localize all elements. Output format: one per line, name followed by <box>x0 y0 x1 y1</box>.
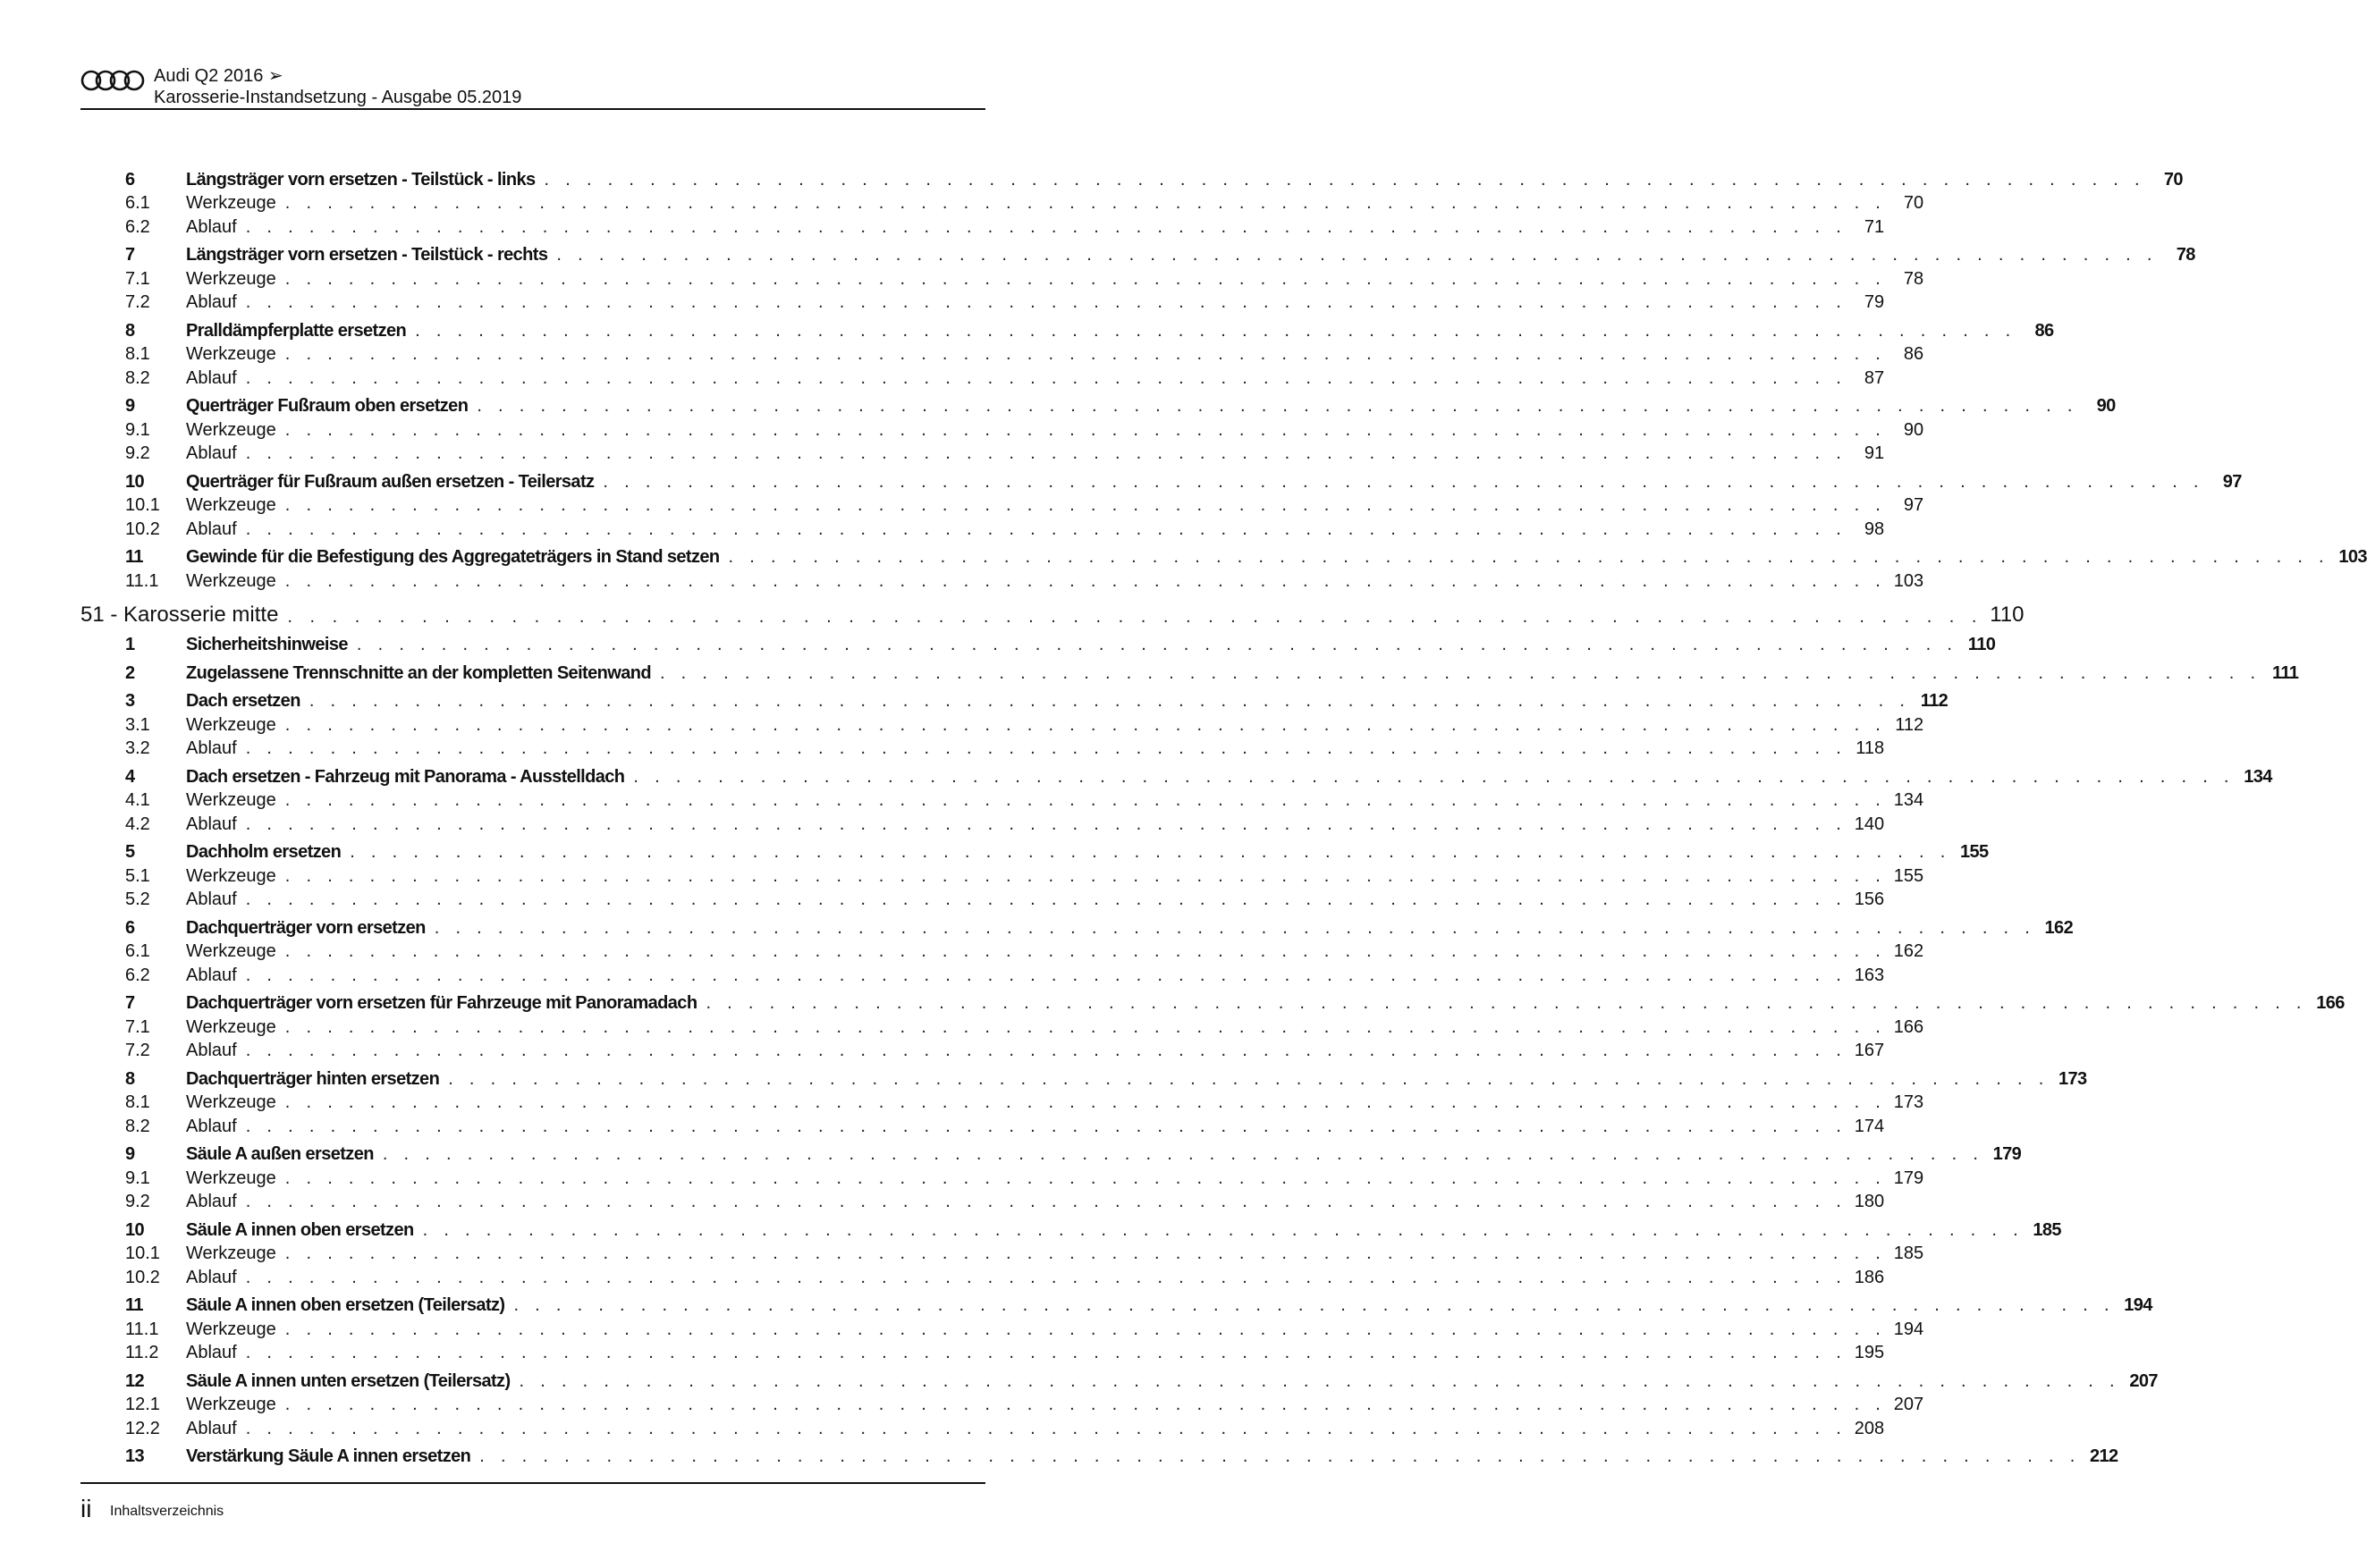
toc-number: 4 <box>125 766 135 787</box>
dot-leader: . . . . . . . . . . . . . . . . . . . . . . . . . . . . . . . . . . . . . . . . . . . . . . . . . . . . . . . . . . . . . . . . . . . . . . . . . . . . <box>477 396 2078 416</box>
toc-entry[interactable] <box>80 162 2183 190</box>
toc-page: 212 <box>2090 1446 2118 1466</box>
toc-entry[interactable] <box>80 1113 1885 1137</box>
toc-entry[interactable] <box>80 736 1885 760</box>
toc-number: 11.2 <box>125 1343 159 1362</box>
footer-page-number: ii <box>80 1495 92 1522</box>
dot-leader: . . . . . . . . . . . . . . . . . . . . . . . . . . . . . . . . . . . . . . . . . . . . . . . . . . . . . . . . . . . . . . . . . . . . . . . . . . . . <box>513 1295 2115 1315</box>
toc-title: Dachholm ersetzen <box>186 842 342 862</box>
toc-page: 71 <box>1864 216 1885 237</box>
toc-number: 9.2 <box>125 443 150 463</box>
toc-entry[interactable] <box>80 684 1949 712</box>
toc-number: 4.2 <box>125 814 150 834</box>
toc-page: 103 <box>2338 547 2367 567</box>
toc-page: 185 <box>2033 1219 2061 1240</box>
toc-entry[interactable] <box>80 341 1924 366</box>
toc-number: 8 <box>125 1068 135 1089</box>
toc-title: Werkzeuge <box>186 419 276 440</box>
dot-leader: . . . . . . . . . . . . . . . . . . . . . . . . . . . . . . . . . . . . . . . . . . . . . . . . . . . . . . . . . . . . . . . . . . . . . . . . . . . . <box>245 1192 1847 1211</box>
toc-number: 8.2 <box>125 1116 150 1136</box>
toc-entry[interactable] <box>80 238 2195 266</box>
toc-entry[interactable] <box>80 266 1924 290</box>
toc-page: 167 <box>1854 1041 1885 1060</box>
dot-leader: . . . . . . . . . . . . . . . . . . . . . . . . . . . . . . . . . . . . . . . . . . . . . . . . . . . . . . . . . . . . . . . . . . . . . . . . . . . . <box>284 714 1887 735</box>
toc-page: 186 <box>1854 1267 1885 1287</box>
header-rule <box>80 108 985 110</box>
toc-entry[interactable] <box>80 1264 1885 1288</box>
toc-number: 11.1 <box>125 1319 159 1339</box>
dot-leader: . . . . . . . . . . . . . . . . . . . . . . . . . . . . . . . . . . . . . . . . . . . . . . . . . . . . . . . . . . . . . . . . . . . . . . . . . . . . <box>448 1068 2050 1089</box>
dot-leader: . . . . . . . . . . . . . . . . . . . . . . . . . . . . . . . . . . . . . . . . . . . . . . . . . . . . . . . . . . . . . . . . . . . . . . . . . . . . <box>603 471 2204 492</box>
toc-page: 194 <box>2124 1295 2152 1315</box>
toc-title: Ablauf <box>186 518 237 539</box>
toc-title: Werkzeuge <box>186 1092 276 1112</box>
toc-number: 6 <box>125 169 135 190</box>
toc-title: Längsträger vorn ersetzen - Teilstück - rechts <box>186 245 548 265</box>
toc-title: Zugelassene Trennschnitte an der kompletten Seitenwand <box>186 662 651 683</box>
toc-page: 207 <box>2129 1370 2158 1391</box>
audi-rings-logo <box>80 70 145 91</box>
toc-page: 179 <box>1893 1168 1924 1188</box>
toc-number: 4.1 <box>125 790 150 810</box>
toc-entry[interactable] <box>80 290 1885 314</box>
toc-entry[interactable] <box>80 962 1885 986</box>
dot-leader: . . . . . . . . . . . . . . . . . . . . . . . . . . . . . . . . . . . . . . . . . . . . . . . . . . . . . . . . . . . . . . . . . . . . . . . . . . . . <box>284 193 1887 213</box>
toc-title: Querträger für Fußraum außen ersetzen - Teilersatz <box>186 471 595 492</box>
table-of-contents <box>80 162 2367 1467</box>
toc-number: 3 <box>125 691 135 711</box>
toc-page: 97 <box>2222 471 2242 492</box>
toc-number: 12 <box>125 1370 145 1391</box>
toc-title: Dachquerträger vorn ersetzen <box>186 917 426 938</box>
toc-page: 70 <box>2163 169 2183 190</box>
dot-leader: . . . . . . . . . . . . . . . . . . . . . . . . . . . . . . . . . . . . . . . . . . . . . . . . . . . . . . . . . . . . . . . . . . . . . . . . . . . . <box>356 635 1958 654</box>
toc-number: 5.2 <box>125 889 150 909</box>
toc-entry[interactable] <box>80 1061 2087 1090</box>
header-subtitle: Karosserie-Instandsetzung - Ausgabe 05.2019 <box>154 88 522 107</box>
toc-title: Ablauf <box>186 292 237 312</box>
toc-entry[interactable] <box>80 1137 2022 1166</box>
toc-title: Ablauf <box>186 1418 237 1438</box>
toc-title: Werkzeuge <box>186 268 276 289</box>
toc-page: 166 <box>2316 993 2345 1013</box>
dot-leader: . . . . . . . . . . . . . . . . . . . . . . . . . . . . . . . . . . . . . . . . . . . . . . . . . . . . . . . . . . . . . . . . . . . . . . . . . . . . <box>245 216 1847 237</box>
dot-leader: . . . . . . . . . . . . . . . . . . . . . . . . . . . . . . . . . . . . . . . . . . . . . . . . . . . . . . . . . . . . . . . . . . . . . . . . . . . . <box>728 547 2329 567</box>
toc-entry[interactable] <box>80 568 1924 592</box>
dot-leader: . . . . . . . . . . . . . . . . . . . . . . . . . . . . . . . . . . . . . . . . . . . . . . . . . . . . . . . . . . . . . . . . . . . . . . . . . . . . <box>350 842 1951 862</box>
toc-entry[interactable] <box>80 939 1924 963</box>
toc-number: 2 <box>125 662 135 683</box>
toc-number: 9 <box>125 1144 135 1164</box>
dot-leader: . . . . . . . . . . . . . . . . . . . . . . . . . . . . . . . . . . . . . . . . . . . . . . . . . . . . . . . . . . . . . . . . . . . . . . . . . . . . <box>245 1116 1847 1136</box>
toc-entry[interactable] <box>80 1165 1924 1189</box>
toc-chapter[interactable] <box>80 592 2025 628</box>
dot-leader: . . . . . . . . . . . . . . . . . . . . . . . . . . . . . . . . . . . . . . . . . . . . . . . . . . . . . . . . . . . . . . . . . . . . . . . . . . . . <box>284 419 1887 440</box>
toc-page: 78 <box>2176 245 2195 265</box>
dot-leader: . . . . . . . . . . . . . . . . . . . . . . . . . . . . . . . . . . . . . . . . . . . . . . . . . . . . . . . . . . . . . . . . . . . . . . . . . . . . <box>245 292 1847 312</box>
toc-page: 103 <box>1893 570 1924 591</box>
footer-rule <box>80 1482 985 1484</box>
toc-page: 90 <box>1903 419 1924 440</box>
toc-number: 11 <box>125 1295 143 1315</box>
toc-title: Werkzeuge <box>186 1395 276 1414</box>
toc-title: Säule A außen ersetzen <box>186 1144 374 1164</box>
toc-page: 180 <box>1854 1192 1885 1211</box>
toc-number: 3.2 <box>125 738 150 758</box>
toc-title: Ablauf <box>186 889 237 909</box>
toc-entry[interactable] <box>80 540 2367 569</box>
toc-number: 6.2 <box>125 216 150 237</box>
toc-title: Längsträger vorn ersetzen - Teilstück - links <box>186 169 536 190</box>
toc-title: Ablauf <box>186 443 237 463</box>
toc-title: Werkzeuge <box>186 344 276 364</box>
toc-title: Dach ersetzen - Fahrzeug mit Panorama - Ausstelldach <box>186 766 625 787</box>
dot-leader: . . . . . . . . . . . . . . . . . . . . . . . . . . . . . . . . . . . . . . . . . . . . . . . . . . . . . . . . . . . . . . . . . . . . . . . . . . . . <box>245 518 1847 539</box>
toc-page: 173 <box>2058 1068 2087 1089</box>
dot-leader: . . . . . . . . . . . . . . . . . . . . . . . . . . . . . . . . . . . . . . . . . . . . . . . . . . . . . . . . . . . . . . . . . . . . . . . . . . . . <box>519 1370 2120 1391</box>
toc-title: Werkzeuge <box>186 1319 276 1339</box>
toc-page: 207 <box>1893 1395 1924 1414</box>
toc-number: 7.1 <box>125 1016 150 1037</box>
toc-title: Ablauf <box>186 1041 237 1060</box>
toc-entry[interactable] <box>80 1392 1924 1416</box>
toc-number: 6.1 <box>125 193 150 213</box>
toc-entry[interactable] <box>80 986 2345 1015</box>
toc-title: Ablauf <box>186 1116 237 1136</box>
toc-entry[interactable] <box>80 887 1885 911</box>
toc-page: 78 <box>1903 268 1924 289</box>
toc-number: 8.1 <box>125 344 150 364</box>
dot-leader: . . . . . . . . . . . . . . . . . . . . . . . . . . . . . . . . . . . . . . . . . . . . . . . . . . . . . . . . . . . . . . . . . . . . . . . . . . . . <box>309 691 1911 711</box>
dot-leader: . . . . . . . . . . . . . . . . . . . . . . . . . . . . . . . . . . . . . . . . . . . . . . . . . . . . . . . . . . . . . . . . . . . . . . . . . . . . <box>706 993 2307 1013</box>
dot-leader: . . . . . . . . . . . . . . . . . . . . . . . . . . . . . . . . . . . . . . . . . . . . . . . . . . . . . . . . . . . . . . . . . . . . . . . . . . . . <box>284 1168 1887 1188</box>
toc-title: Querträger Fußraum oben ersetzen <box>186 396 469 416</box>
dot-leader: . . . . . . . . . . . . . . . . . . . . . . . . . . . . . . . . . . . . . . . . . . . . . . . . . . . . . . . . . . . . . . . . . . . . . . . . . . . . <box>245 1041 1847 1060</box>
toc-number: 5.1 <box>125 865 150 886</box>
dot-leader: . . . . . . . . . . . . . . . . . . . . . . . . . . . . . . . . . . . . . . . . . . . . . . . . . . . . . . . . . . . . . . . . . . . . . . . . . . . . <box>284 1243 1887 1263</box>
toc-entry[interactable] <box>80 389 2116 417</box>
dot-leader: . . . . . . . . . . . . . . . . . . . . . . . . . . . . . . . . . . . . . . . . . . . . . . . . . . . . . . . . . . . . . . . . . . . . . . . . . . . . <box>245 1343 1847 1362</box>
toc-number: 8.2 <box>125 367 150 388</box>
toc-title: Werkzeuge <box>186 865 276 886</box>
toc-entry[interactable] <box>80 811 1885 835</box>
toc-title: Werkzeuge <box>186 714 276 735</box>
toc-page: 110 <box>1990 602 2025 627</box>
toc-page: 118 <box>1856 738 1885 758</box>
toc-title: Ablauf <box>186 738 237 758</box>
toc-title: Ablauf <box>186 1343 237 1362</box>
toc-page: 110 <box>1967 635 1996 654</box>
toc-title: Dach ersetzen <box>186 691 300 711</box>
footer-section: Inhaltsverzeichnis <box>110 1504 224 1519</box>
dot-leader: . . . . . . . . . . . . . . . . . . . . . . . . . . . . . . . . . . . . . . . . . . . . . . . . . . . . . . . . . . . . . . . . . . . . . . . . . . . . <box>287 606 1983 627</box>
toc-entry[interactable] <box>80 863 1924 887</box>
toc-number: 12.1 <box>125 1395 160 1414</box>
toc-entry[interactable] <box>80 1415 1885 1439</box>
dot-leader: . . . . . . . . . . . . . . . . . . . . . . . . . . . . . . . . . . . . . . . . . . . . . . . . . . . . . . . . . . . . . . . . . . . . . . . . . . . . <box>422 1219 2024 1240</box>
toc-entry[interactable] <box>80 214 1885 238</box>
toc-number: 7 <box>125 245 135 265</box>
toc-page: 87 <box>1864 367 1885 388</box>
dot-leader: . . . . . . . . . . . . . . . . . . . . . . . . . . . . . . . . . . . . . . . . . . . . . . . . . . . . . . . . . . . . . . . . . . . . . . . . . . . . <box>556 245 2158 265</box>
toc-page: 140 <box>1854 814 1885 834</box>
toc-number: 1 <box>125 635 135 654</box>
toc-page: 208 <box>1854 1418 1885 1438</box>
dot-leader: . . . . . . . . . . . . . . . . . . . . . . . . . . . . . . . . . . . . . . . . . . . . . . . . . . . . . . . . . . . . . . . . . . . . . . . . . . . . <box>284 865 1887 886</box>
toc-entry[interactable] <box>80 1288 2152 1317</box>
toc-entry[interactable] <box>80 788 1924 812</box>
toc-page: 185 <box>1893 1243 1924 1263</box>
dot-leader: . . . . . . . . . . . . . . . . . . . . . . . . . . . . . . . . . . . . . . . . . . . . . . . . . . . . . . . . . . . . . . . . . . . . . . . . . . . . <box>284 941 1887 961</box>
toc-title: Werkzeuge <box>186 193 276 213</box>
dot-leader: . . . . . . . . . . . . . . . . . . . . . . . . . . . . . . . . . . . . . . . . . . . . . . . . . . . . . . . . . . . . . . . . . . . . . . . . . . . . <box>245 814 1847 834</box>
toc-page: 70 <box>1903 193 1924 213</box>
dot-leader: . . . . . . . . . . . . . . . . . . . . . . . . . . . . . . . . . . . . . . . . . . . . . . . . . . . . . . . . . . . . . . . . . . . . . . . . . . . . <box>245 443 1847 463</box>
toc-page: 86 <box>2034 320 2054 341</box>
dot-leader: . . . . . . . . . . . . . . . . . . . . . . . . . . . . . . . . . . . . . . . . . . . . . . . . . . . . . . . . . . . . . . . . . . . . . . . . . . . . <box>544 169 2145 190</box>
dot-leader: . . . . . . . . . . . . . . . . . . . . . . . . . . . . . . . . . . . . . . . . . . . . . . . . . . . . . . . . . . . . . . . . . . . . . . . . . . . . <box>659 662 2261 683</box>
dot-leader: . . . . . . . . . . . . . . . . . . . . . . . . . . . . . . . . . . . . . . . . . . . . . . . . . . . . . . . . . . . . . . . . . . . . . . . . . . . . <box>245 1418 1847 1438</box>
dot-leader: . . . . . . . . . . . . . . . . . . . . . . . . . . . . . . . . . . . . . . . . . . . . . . . . . . . . . . . . . . . . . . . . . . . . . . . . . . . . <box>382 1144 1984 1164</box>
toc-entry[interactable] <box>80 655 2299 684</box>
toc-title: Pralldämpferplatte ersetzen <box>186 320 407 341</box>
toc-entry[interactable] <box>80 1212 2061 1241</box>
toc-number: 9.1 <box>125 1168 150 1188</box>
toc-entry[interactable] <box>80 365 1885 389</box>
toc-entry[interactable] <box>80 1340 1885 1364</box>
toc-entry[interactable] <box>80 910 2074 939</box>
toc-number: 10 <box>125 1219 145 1240</box>
toc-page: 79 <box>1864 292 1885 312</box>
toc-title: Werkzeuge <box>186 1243 276 1263</box>
toc-number: 7.1 <box>125 268 150 289</box>
toc-page: 162 <box>2044 917 2074 938</box>
toc-number: 10.2 <box>125 1267 160 1287</box>
toc-page: 155 <box>1959 842 1989 862</box>
toc-page: 134 <box>2244 766 2272 787</box>
toc-number: 10.2 <box>125 518 160 539</box>
dot-leader: . . . . . . . . . . . . . . . . . . . . . . . . . . . . . . . . . . . . . . . . . . . . . . . . . . . . . . . . . . . . . . . . . . . . . . . . . . . . <box>434 917 2036 938</box>
toc-entry[interactable] <box>80 516 1885 540</box>
toc-number: 10.1 <box>125 1243 160 1263</box>
toc-entry[interactable] <box>80 441 1885 465</box>
toc-number: 9.1 <box>125 419 150 440</box>
toc-number: 3.1 <box>125 714 150 735</box>
toc-title: Dachquerträger vorn ersetzen für Fahrzeuge mit Panoramadach <box>186 993 697 1013</box>
toc-number: 10 <box>125 471 145 492</box>
toc-page: 173 <box>1893 1092 1924 1112</box>
toc-entry[interactable] <box>80 313 2054 341</box>
toc-title: Werkzeuge <box>186 941 276 961</box>
dot-leader: . . . . . . . . . . . . . . . . . . . . . . . . . . . . . . . . . . . . . . . . . . . . . . . . . . . . . . . . . . . . . . . . . . . . . . . . . . . . <box>284 268 1887 289</box>
toc-entry[interactable] <box>80 759 2272 788</box>
dot-leader: . . . . . . . . . . . . . . . . . . . . . . . . . . . . . . . . . . . . . . . . . . . . . . . . . . . . . . . . . . . . . . . . . . . . . . . . . . . . <box>245 889 1847 909</box>
toc-title: Säule A innen oben ersetzen <box>186 1219 414 1240</box>
toc-title: Säule A innen unten ersetzen (Teilersatz) <box>186 1370 511 1391</box>
dot-leader: . . . . . . . . . . . . . . . . . . . . . . . . . . . . . . . . . . . . . . . . . . . . . . . . . . . . . . . . . . . . . . . . . . . . . . . . . . . . <box>479 1446 2081 1466</box>
toc-entry[interactable] <box>80 417 1924 441</box>
toc-title: 51 - Karosserie mitte <box>80 602 279 627</box>
toc-entry[interactable] <box>80 1090 1924 1114</box>
toc-entry[interactable] <box>80 1189 1885 1213</box>
toc-number: 5 <box>125 842 135 862</box>
dot-leader: . . . . . . . . . . . . . . . . . . . . . . . . . . . . . . . . . . . . . . . . . . . . . . . . . . . . . . . . . . . . . . . . . . . . . . . . . . . . <box>245 965 1847 985</box>
toc-page: 194 <box>1893 1319 1924 1339</box>
dot-leader: . . . . . . . . . . . . . . . . . . . . . . . . . . . . . . . . . . . . . . . . . . . . . . . . . . . . . . . . . . . . . . . . . . . . . . . . . . . . <box>284 344 1887 364</box>
toc-number: 6.2 <box>125 965 150 985</box>
toc-number: 11.1 <box>125 570 159 591</box>
toc-page: 112 <box>1920 691 1949 711</box>
dot-leader: . . . . . . . . . . . . . . . . . . . . . . . . . . . . . . . . . . . . . . . . . . . . . . . . . . . . . . . . . . . . . . . . . . . . . . . . . . . . <box>245 738 1847 758</box>
toc-title: Werkzeuge <box>186 495 276 515</box>
toc-number: 9.2 <box>125 1192 150 1211</box>
toc-entry[interactable] <box>80 1363 2158 1392</box>
toc-title: Sicherheitshinweise <box>186 635 348 654</box>
toc-number: 12.2 <box>125 1418 160 1438</box>
toc-page: 98 <box>1864 518 1885 539</box>
toc-entry[interactable] <box>80 835 1989 864</box>
dot-leader: . . . . . . . . . . . . . . . . . . . . . . . . . . . . . . . . . . . . . . . . . . . . . . . . . . . . . . . . . . . . . . . . . . . . . . . . . . . . <box>415 320 2016 341</box>
dot-leader: . . . . . . . . . . . . . . . . . . . . . . . . . . . . . . . . . . . . . . . . . . . . . . . . . . . . . . . . . . . . . . . . . . . . . . . . . . . . <box>284 1395 1887 1414</box>
toc-number: 6.1 <box>125 941 150 961</box>
toc-page: 97 <box>1903 495 1924 515</box>
toc-page: 155 <box>1893 865 1924 886</box>
toc-page: 111 <box>2271 662 2299 683</box>
toc-page: 174 <box>1854 1116 1885 1136</box>
toc-number: 9 <box>125 396 135 416</box>
toc-title: Werkzeuge <box>186 1016 276 1037</box>
dot-leader: . . . . . . . . . . . . . . . . . . . . . . . . . . . . . . . . . . . . . . . . . . . . . . . . . . . . . . . . . . . . . . . . . . . . . . . . . . . . <box>284 1016 1887 1037</box>
toc-entry[interactable] <box>80 1316 1924 1340</box>
toc-entry[interactable] <box>80 190 1924 215</box>
dot-leader: . . . . . . . . . . . . . . . . . . . . . . . . . . . . . . . . . . . . . . . . . . . . . . . . . . . . . . . . . . . . . . . . . . . . . . . . . . . . <box>284 570 1887 591</box>
toc-page: 91 <box>1864 443 1885 463</box>
toc-number: 13 <box>125 1446 145 1466</box>
toc-title: Ablauf <box>186 367 237 388</box>
toc-title: Werkzeuge <box>186 1168 276 1188</box>
toc-entry[interactable] <box>80 628 1996 656</box>
toc-number: 10.1 <box>125 495 160 515</box>
toc-title: Ablauf <box>186 814 237 834</box>
dot-leader: . . . . . . . . . . . . . . . . . . . . . . . . . . . . . . . . . . . . . . . . . . . . . . . . . . . . . . . . . . . . . . . . . . . . . . . . . . . . <box>245 367 1847 388</box>
toc-number: 8 <box>125 320 135 341</box>
header-model: Audi Q2 2016 ➢ <box>154 66 283 86</box>
toc-title: Dachquerträger hinten ersetzen <box>186 1068 440 1089</box>
toc-number: 6 <box>125 917 135 938</box>
dot-leader: . . . . . . . . . . . . . . . . . . . . . . . . . . . . . . . . . . . . . . . . . . . . . . . . . . . . . . . . . . . . . . . . . . . . . . . . . . . . <box>284 495 1887 515</box>
toc-page: 90 <box>2096 396 2116 416</box>
toc-title: Verstärkung Säule A innen ersetzen <box>186 1446 471 1466</box>
toc-page: 112 <box>1895 714 1924 735</box>
toc-number: 7.2 <box>125 1041 150 1060</box>
dot-leader: . . . . . . . . . . . . . . . . . . . . . . . . . . . . . . . . . . . . . . . . . . . . . . . . . . . . . . . . . . . . . . . . . . . . . . . . . . . . <box>284 1319 1887 1339</box>
dot-leader: . . . . . . . . . . . . . . . . . . . . . . . . . . . . . . . . . . . . . . . . . . . . . . . . . . . . . . . . . . . . . . . . . . . . . . . . . . . . <box>284 790 1887 810</box>
toc-entry[interactable] <box>80 1038 1885 1062</box>
toc-page: 179 <box>1992 1144 2022 1164</box>
toc-page: 163 <box>1854 965 1885 985</box>
toc-entry[interactable] <box>80 493 1924 517</box>
toc-title: Werkzeuge <box>186 570 276 591</box>
toc-page: 195 <box>1854 1343 1885 1362</box>
toc-page: 156 <box>1854 889 1885 909</box>
toc-page: 162 <box>1893 941 1924 961</box>
toc-entry[interactable] <box>80 1439 2118 1468</box>
toc-entry[interactable] <box>80 712 1924 736</box>
dot-leader: . . . . . . . . . . . . . . . . . . . . . . . . . . . . . . . . . . . . . . . . . . . . . . . . . . . . . . . . . . . . . . . . . . . . . . . . . . . . <box>284 1092 1887 1112</box>
toc-number: 8.1 <box>125 1092 150 1112</box>
toc-entry[interactable] <box>80 464 2242 493</box>
toc-page: 134 <box>1893 790 1924 810</box>
toc-number: 7 <box>125 993 135 1013</box>
toc-title: Ablauf <box>186 1267 237 1287</box>
toc-title: Ablauf <box>186 1192 237 1211</box>
toc-title: Gewinde für die Befestigung des Aggregateträgers in Stand setzen <box>186 547 720 567</box>
toc-number: 11 <box>125 547 143 567</box>
toc-entry[interactable] <box>80 1014 1924 1038</box>
toc-title: Ablauf <box>186 216 237 237</box>
toc-page: 166 <box>1893 1016 1924 1037</box>
toc-title: Säule A innen oben ersetzen (Teilersatz) <box>186 1295 505 1315</box>
toc-number: 7.2 <box>125 292 150 312</box>
toc-entry[interactable] <box>80 1241 1924 1265</box>
dot-leader: . . . . . . . . . . . . . . . . . . . . . . . . . . . . . . . . . . . . . . . . . . . . . . . . . . . . . . . . . . . . . . . . . . . . . . . . . . . . <box>245 1267 1847 1287</box>
toc-title: Ablauf <box>186 965 237 985</box>
dot-leader: . . . . . . . . . . . . . . . . . . . . . . . . . . . . . . . . . . . . . . . . . . . . . . . . . . . . . . . . . . . . . . . . . . . . . . . . . . . . <box>633 766 2235 787</box>
toc-title: Werkzeuge <box>186 790 276 810</box>
toc-page: 86 <box>1903 344 1924 364</box>
